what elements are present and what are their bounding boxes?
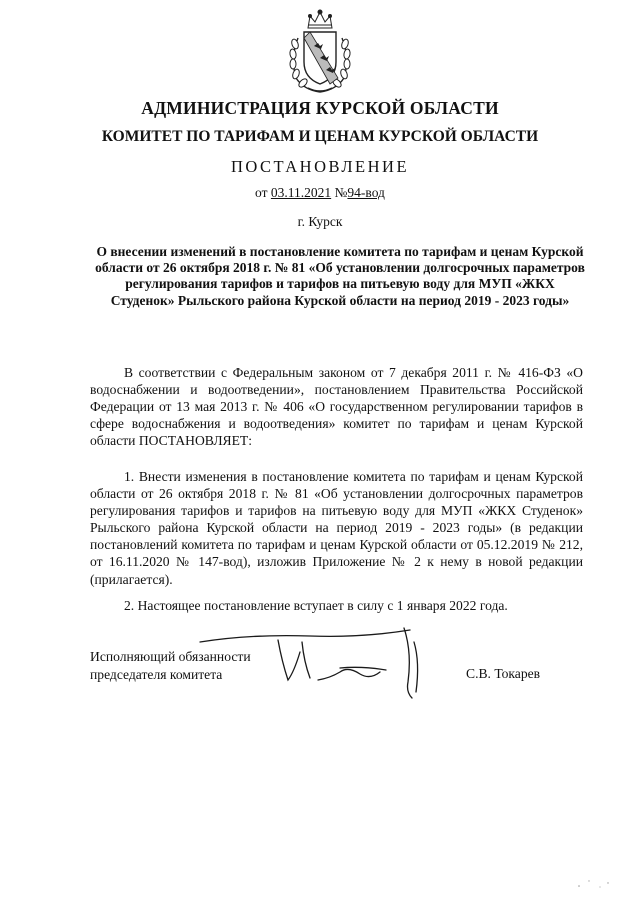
date-number-line bbox=[0, 185, 640, 201]
document-number: 94-вод bbox=[347, 185, 385, 200]
scan-noise-decoration bbox=[575, 878, 615, 890]
signer-position-line-2: председателя комитета bbox=[90, 666, 223, 682]
org-title: АДМИНИСТРАЦИЯ КУРСКОЙ ОБЛАСТИ bbox=[141, 98, 499, 118]
resolution-item-1: 1. Внести изменения в постановление комитета по тарифам и ценам Курской области от 26 октября 2018 г. № 81 «Об установлении долгосрочных параметров регулирования тарифов и тарифов на питьевую воду для МУП «ЖКХ Студенок» Рыльского района Курской области на период 2019 - 2023 годы» (в редакции постановлений комитета по тарифам и ценам Курской области от 05.12.2019 № 212, от 16.11.2020 № 147-вод), изложив Приложение № 2 к нему в новой редакции (прилагается). bbox=[90, 469, 583, 587]
preamble-paragraph: В соответствии с Федеральным законом от 7 декабря 2011 г. № 416-ФЗ «О водоснабжении и водоотведении», постановлением Правительства Российской Федерации от 13 мая 2013 г. № 406 «О государственном регулировании тарифов в сфере водоснабжения и водоотведения» комитет по тарифам и ценам Курской области ПОСТАНОВЛЯЕТ: bbox=[90, 365, 583, 449]
signer-position-line-1: Исполняющий обязанности bbox=[90, 649, 251, 664]
document-subject: О внесении изменений в постановление комитета по тарифам и ценам Курской области от 26 октября 2018 г. № 81 «Об установлении долгосрочных параметров регулирования тарифов и тарифов на питьевую воду для МУП «ЖКХ Студенок» Рыльского района Курской области на период 2019 - 2023 годы» bbox=[95, 244, 585, 308]
date-prefix: от bbox=[255, 185, 268, 200]
coat-of-arms-icon bbox=[284, 8, 356, 94]
resolution-item-2: 2. Настоящее постановление вступает в силу с 1 января 2022 года. bbox=[124, 598, 508, 613]
document-type: ПОСТАНОВЛЕНИЕ bbox=[230, 157, 410, 176]
signer-position bbox=[90, 648, 251, 683]
document-date: 03.11.2021 bbox=[270, 185, 332, 200]
signer-name: С.В. Токарев bbox=[466, 666, 541, 681]
committee-title: КОМИТЕТ ПО ТАРИФАМ И ЦЕНАМ КУРСКОЙ ОБЛАСТИ bbox=[101, 128, 539, 145]
number-prefix: № bbox=[334, 185, 348, 200]
city: г. Курск bbox=[297, 214, 343, 229]
